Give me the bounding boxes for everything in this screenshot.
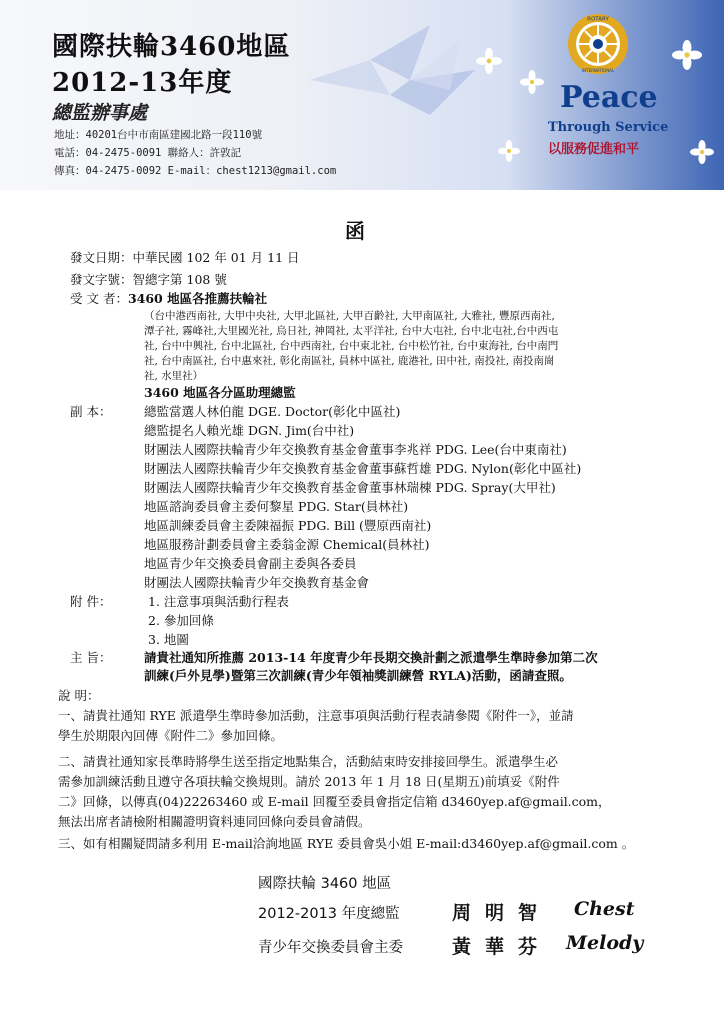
office-title: 總監辦事處 [52, 102, 148, 124]
clubs-line: 社, 水里社） [144, 370, 204, 382]
item-line: 一、請貴社通知 RYE 派遣學生準時參加活動，注意事項與活動行程表請參閱《附件一》，並請 [58, 708, 574, 723]
clubs-line: 社, 台中南區社, 台中惠來社, 彰化南區社, 員林中區社, 鹿港社, 田中社, 南投社, 南投南崗 [144, 355, 555, 367]
recipient-row [70, 291, 267, 307]
explain-label: 說 明： [58, 688, 100, 703]
signature-english-name: Melody [566, 932, 644, 954]
date-label: 發文日期： [70, 250, 133, 265]
cc-item: 財團法人國際扶輪青少年交換教育基金會 [144, 575, 370, 590]
cc-item: 財團法人國際扶輪青少年交換教育基金會董事李兆祥 PDG. Lee(台中東南社) [144, 442, 567, 457]
flower-icon [672, 40, 702, 70]
district-title: 國際扶輪3460地區 [52, 32, 291, 62]
phone-line: 電話：04-2475-0091 聯絡人：許敦記 [54, 147, 242, 159]
cc-item: 地區訓練委員會主委陳福振 PDG. Bill (豐原西南社) [144, 518, 432, 533]
flower-icon [476, 48, 502, 74]
flower-icon [690, 140, 714, 164]
item-line: 學生於期限內回傳《附件二》參加回條。 [58, 728, 284, 743]
recipient-value: 3460 地區各推薦扶輪社 [127, 291, 268, 306]
attachment-item: 3. 地圖 [148, 632, 189, 647]
cc-item: 地區服務計劃委員會主委翁金源 Chemical(員林社) [144, 537, 430, 552]
flower-icon [498, 140, 520, 162]
attachment-item: 1. 注意事項與活動行程表 [148, 594, 289, 609]
signature-english-name: Chest [574, 898, 635, 920]
cc-item: 地區青少年交換委員會副主委與各委員 [144, 556, 357, 571]
cc-item: 地區諮詢委員會主委何黎星 PDG. Star(員林社) [144, 499, 409, 514]
signature-role: 2012-2013 年度總監 [258, 906, 400, 922]
attachment-item: 2. 參加回條 [148, 613, 214, 628]
fax-line: 傳真：04-2475-0092 E-mail：chest1213@gmail.com [54, 165, 337, 177]
ref-label: 發文字號： [70, 272, 133, 287]
peace-logo-text: Peace [560, 80, 658, 115]
flower-icon [520, 70, 544, 94]
signature-role: 青少年交換委員會主委 [258, 940, 403, 956]
address-line: 地址：40201台中市南區建國北路一段110號 [54, 129, 263, 141]
subject-line: 請貴社通知所推薦 2013-14 年度青少年長期交換計劃之派遣學生準時參加第二次 [144, 650, 598, 665]
clubs-line: 潭子社, 霧峰社,大里國光社, 烏日社, 神岡社, 太平洋社, 台中大屯社, 台中北屯社,台中西屯 [144, 325, 559, 337]
subject-label: 主 旨： [70, 650, 112, 665]
item-line: 三、如有相關疑問請多利用 E-mail洽詢地區 RYE 委員會吳小姐 E-mail:d3460yep.af@gmail.com 。 [58, 836, 635, 851]
cc-item: 財團法人國際扶輪青少年交換教育基金會董事蘇哲雄 PDG. Nylon(彰化中區社) [144, 461, 582, 476]
ref-value: 智總字第 108 號 [132, 272, 227, 287]
clubs-line: （台中港西南社, 大甲中央社, 大甲北區社, 大甲百齡社, 大甲南區社, 大雅社, 豐原西南社, [144, 310, 555, 322]
attach-label: 附 件： [70, 594, 112, 609]
clubs-line: 社, 台中中興社, 台中北區社, 台中西南社, 台中東北社, 台中松竹社, 台中東海社, 台中南門 [144, 340, 559, 352]
signature-name: 周明智 [452, 902, 552, 924]
tagline-chinese: 以服務促進和平 [548, 142, 640, 157]
date-row [70, 250, 300, 266]
letterhead-banner [0, 0, 724, 190]
logo-ring-bottom-text: INTERNATIONAL [581, 68, 615, 73]
rotary-wheel-logo [566, 12, 630, 76]
year-title: 2012-13年度 [52, 68, 233, 98]
subject-line: 訓練(戶外見學)暨第三次訓練(青少年領袖獎訓練營 RYLA)活動，函請查照。 [144, 668, 572, 683]
recipient2-value: 3460 地區各分區助理總監 [144, 385, 296, 400]
item-line: 需參加訓練活動且遵守各項扶輪交換規則。請於 2013 年 1 月 18 日(星期五)前填妥《附件 [58, 774, 560, 789]
through-service-text: Through Service [548, 120, 669, 135]
paper-crane-icon [300, 20, 480, 130]
ref-row [70, 272, 227, 288]
recipient-label: 受 文 者： [70, 291, 128, 306]
cc-item: 總監提名人賴光雄 DGN. Jim(台中社) [144, 423, 355, 438]
signature-org: 國際扶輪 3460 地區 [258, 876, 392, 892]
letter-title: 函 [345, 219, 365, 243]
item-line: 無法出席者請檢附相關證明資料連同回條向委員會請假。 [58, 814, 371, 829]
logo-ring-top-text: ROTARY [587, 16, 609, 23]
date-value: 中華民國 102 年 01 月 11 日 [132, 250, 300, 265]
item-line: 二》回條，以傳真(04)22263460 或 E-mail 回覆至委員會指定信箱 d3460yep.af@gmail.com， [58, 794, 611, 809]
item-line: 二、請貴社通知家長準時將學生送至指定地點集合，活動結束時安排接回學生。派遣學生必 [58, 754, 559, 769]
cc-label: 副 本： [70, 404, 112, 419]
cc-item: 總監當選人林伯龍 DGE. Doctor(彰化中區社) [144, 404, 401, 419]
signature-name: 黃華芬 [452, 936, 552, 958]
cc-item: 財團法人國際扶輪青少年交換教育基金會董事林瑞棟 PDG. Spray(大甲社) [144, 480, 556, 495]
